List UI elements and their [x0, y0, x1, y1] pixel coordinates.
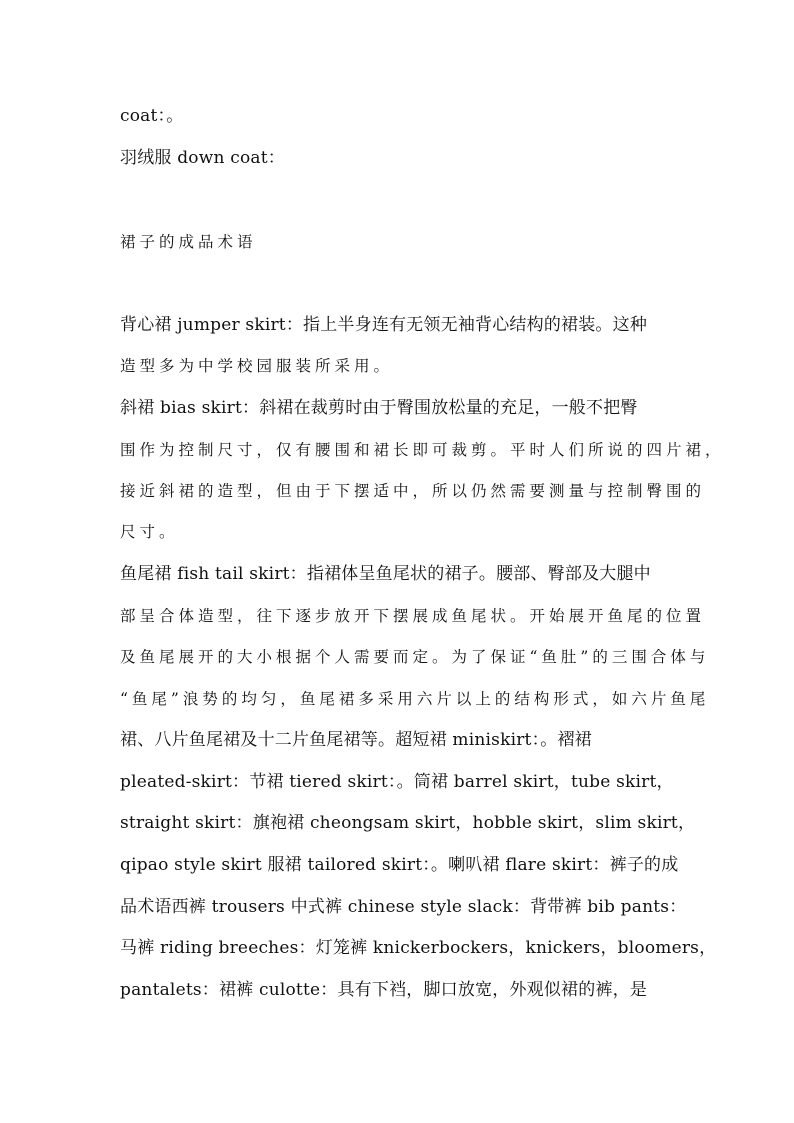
text-line: pantalets：裙裤 culotte：具有下裆，脚口放宽，外观似裙的裤，是: [120, 980, 648, 1000]
text-line: 及鱼尾展开的大小根据个人需要而定。为了保证“鱼肚”的三围合体与: [120, 648, 710, 666]
text-line: 品术语西裤 trousers 中式裤 chinese style slack：背带裤 bib pants：: [120, 897, 687, 917]
text-line: 造型多为中学校园服装所采用。: [120, 357, 394, 375]
text-line: 部呈合体造型，往下逐步放开下摆展成鱼尾状。开始展开鱼尾的位置: [120, 607, 706, 625]
text-line: 斜裙 bias skirt：斜裙在裁剪时由于臀围放松量的充足，一般不把臀: [120, 398, 638, 418]
text-line: 尺寸。: [120, 523, 179, 541]
text-line: 马裤 riding breeches：灯笼裤 knickerbockers，knickers，bloomers，: [120, 938, 717, 958]
text-line: 背心裙 jumper skirt：指上半身连有无领无袖背心结构的裙装。这种: [120, 315, 648, 335]
section-heading: 裙子的成品术语: [120, 233, 257, 251]
text-line: 鱼尾裙 fish tail skirt：指裙体呈鱼尾状的裙子。腰部、臀部及大腿中: [120, 564, 651, 584]
text-line: 羽绒服 down coat：: [120, 148, 285, 168]
text-line: 围作为控制尺寸，仅有腰围和裙长即可裁剪。平时人们所说的四片裙，: [120, 441, 725, 459]
text-line: qipao style skirt 服裙 tailored skirt：。喇叭裙 flare skirt：裤子的成: [120, 855, 679, 875]
text-line: straight skirt：旗袍裙 cheongsam skirt，hobble skirt，slim skirt，: [120, 813, 696, 833]
text-line: pleated-skirt：节裙 tiered skirt：。筒裙 barrel skirt，tube skirt，: [120, 772, 674, 792]
text-line: “鱼尾”浪势的均匀，鱼尾裙多采用六片以上的结构形式，如六片鱼尾: [120, 690, 710, 708]
text-line: 接近斜裙的造型，但由于下摆适中，所以仍然需要测量与控制臀围的: [120, 482, 706, 500]
text-line: 裙、八片鱼尾裙及十二片鱼尾裙等。超短裙 miniskirt：。褶裙: [120, 730, 592, 750]
text-line: coat：。: [120, 106, 184, 126]
